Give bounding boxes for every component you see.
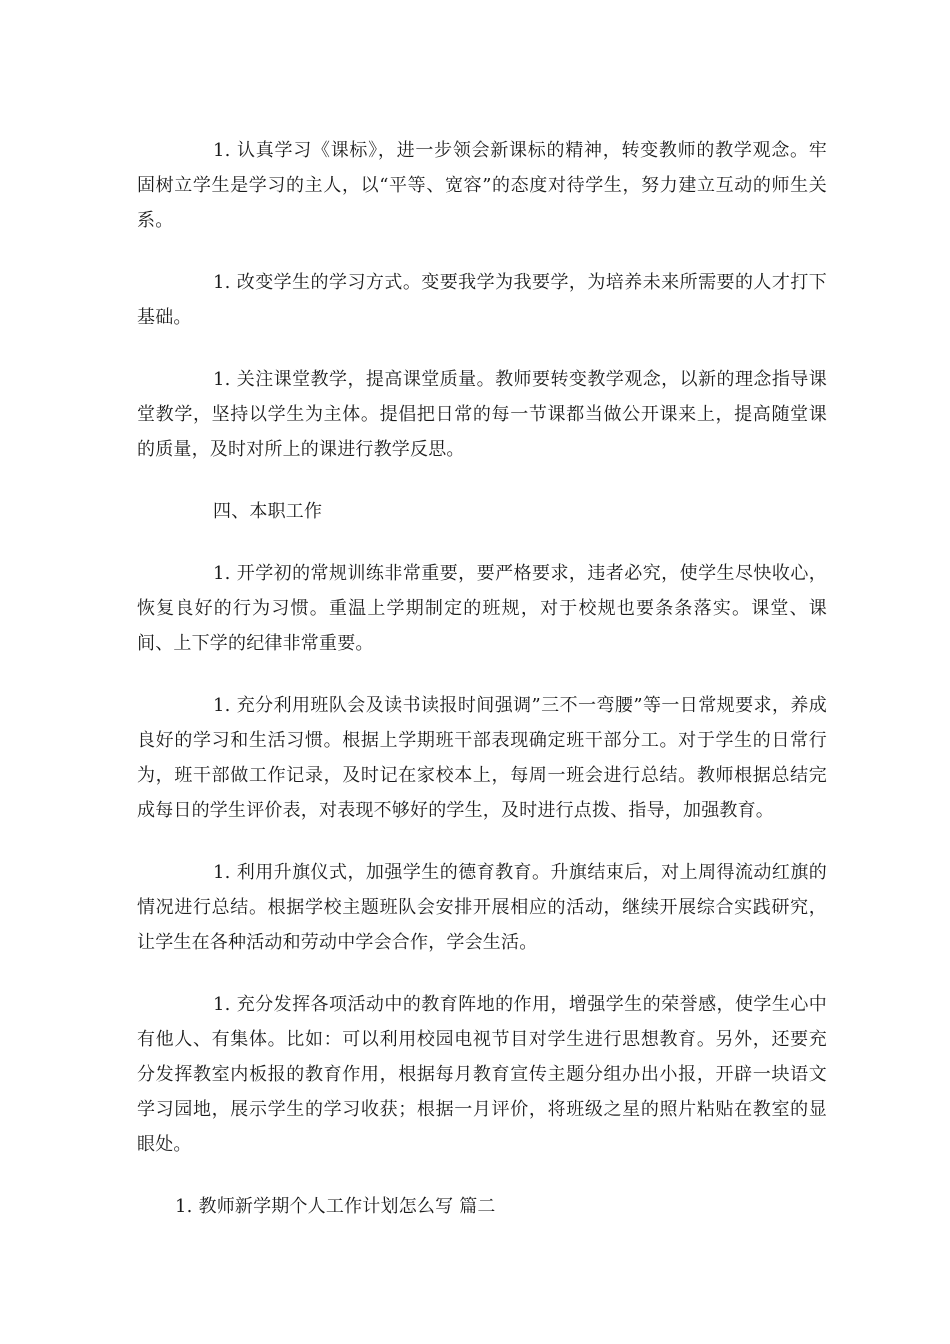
- paragraph-class-meeting: 1. 充分利用班队会及读书读报时间强调”三不一弯腰”等一日常规要求，养成良好的学习和生活习惯。根据上学期班干部表现确定班干部分工。对于学生的日常行为，班干部做工作记录，及时记在家校本上，每周一班会进行总结。教师根据总结完成每日的学生评价表，对表现不够好的学生，及时进行点拨、指导，加强教育。: [137, 695, 827, 821]
- section-heading-duties: 四、本职工作: [213, 501, 323, 522]
- paragraph-learning-style: 1. 改变学生的学习方式。变要我学为我要学，为培养未来所需要的人才打下基础。: [137, 272, 827, 328]
- paragraph-education-activities: 1. 充分发挥各项活动中的教育阵地的作用，增强学生的荣誉感，使学生心中有他人、有集体。比如：可以利用校园电视节目对学生进行思想教育。另外，还要充分发挥教室内板报的教育作用，根据每月教育宣传主题分组办出小报，开辟一块语文学习园地，展示学生的学习收获；根据一月评价，将班级之星的照片粘贴在教室的显眼处。: [137, 994, 827, 1155]
- paragraph-study-curriculum: 1. 认真学习《课标》，进一步领会新课标的精神，转变教师的教学观念。牢固树立学生是学习的主人，以“平等、宽容”的态度对待学生，努力建立互动的师生关系。: [137, 140, 827, 231]
- part-two-title: 1. 教师新学期个人工作计划怎么写 篇二: [175, 1196, 496, 1217]
- document-body: [137, 133, 827, 1251]
- paragraph-flag-ceremony: 1. 利用升旗仪式，加强学生的德育教育。升旗结束后，对上周得流动红旗的情况进行总结。根据学校主题班队会安排开展相应的活动，继续开展综合实践研究，让学生在各种活动和劳动中学会合作，学会生活。: [137, 862, 827, 953]
- paragraph-routine-training: 1. 开学初的常规训练非常重要，要严格要求，违者必究，使学生尽快收心，恢复良好的行为习惯。重温上学期制定的班规，对于校规也要条条落实。课堂、课间、上下学的纪律非常重要。: [137, 563, 827, 654]
- paragraph-classroom-teaching: 1. 关注课堂教学，提高课堂质量。教师要转变教学观念，以新的理念指导课堂教学，坚持以学生为主体。提倡把日常的每一节课都当做公开课来上，提高随堂课的质量，及时对所上的课进行教学反思。: [137, 369, 827, 460]
